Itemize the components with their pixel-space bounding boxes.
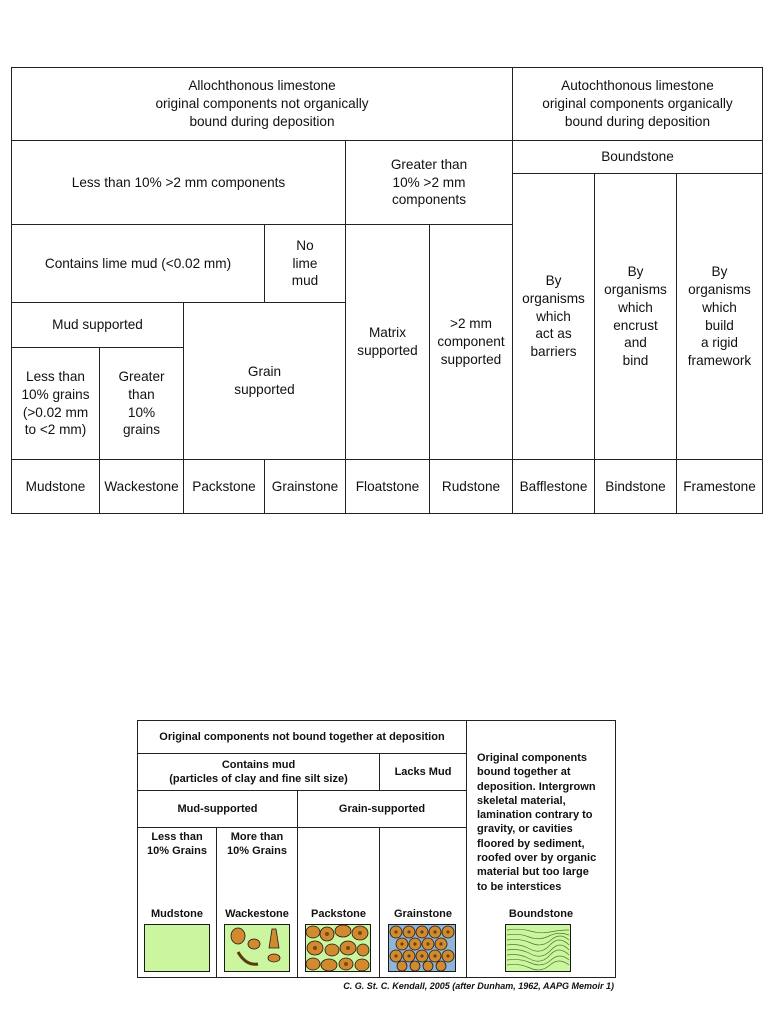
boundstone-header: Boundstone	[512, 140, 763, 174]
bound-description: Original components bound together at deposition. Intergrown skeletal material, lamination contrary to gravity, or cavities floored by sediment, roofed over by organic material but too large to be interstices	[477, 752, 597, 893]
contains-lime-mud: Contains lime mud (<0.02 mm)	[11, 224, 265, 303]
packstone-sample	[305, 924, 371, 972]
rock-name-bafflestone: Bafflestone	[512, 459, 595, 514]
organisms-act-as-barriers: By organisms which act as barriers	[512, 173, 595, 460]
rock-name-grainstone: Grainstone	[264, 459, 346, 514]
mudstone-sample	[144, 924, 210, 972]
mudstone-mud	[145, 925, 210, 972]
component-supported: >2 mm component supported	[429, 224, 513, 460]
allochthonous-header: Allochthonous limestone original components not organically bound during deposition	[11, 67, 513, 141]
rock-name-framestone: Framestone	[676, 459, 763, 514]
greater-than-10-percent-components: Greater than 10% >2 mm components	[345, 140, 513, 225]
organisms-encrust-and-bind: By organisms which encrust and bind	[594, 173, 677, 460]
rock-name-floatstone: Floatstone	[345, 459, 430, 514]
contains-mud: Contains mud (particles of clay and fine silt size)	[137, 753, 380, 791]
lacks-mud: Lacks Mud	[379, 753, 467, 791]
grain-supported: Grain-supported	[297, 790, 467, 828]
rock-name-wackestone: Wackestone	[99, 459, 184, 514]
more-than-10-percent-grains: More than 10% Grains	[227, 831, 287, 858]
rock-name-mudstone: Mudstone	[151, 907, 203, 920]
rock-name-grainstone: Grainstone	[393, 907, 453, 920]
grain-supported: Grain supported	[183, 302, 346, 460]
rock-name-boundstone: Boundstone	[508, 907, 574, 920]
wackestone-sample	[224, 924, 290, 972]
organisms-build-rigid-framework: By organisms which build a rigid framework	[676, 173, 763, 460]
autochthonous-header: Autochthonous limestone original components organically bound during deposition	[512, 67, 763, 141]
less-than-10-percent-grains: Less than 10% grains (>0.02 mm to <2 mm)	[11, 347, 100, 460]
rock-name-packstone: Packstone	[183, 459, 265, 514]
rock-name-mudstone: Mudstone	[11, 459, 100, 514]
not-bound-header: Original components not bound together at deposition	[137, 720, 467, 754]
rock-name-rudstone: Rudstone	[429, 459, 513, 514]
rock-name-packstone: Packstone	[310, 907, 367, 920]
less-than-10-percent-components: Less than 10% >2 mm components	[11, 140, 346, 225]
rock-name-wackestone: Wackestone	[225, 907, 289, 920]
less-than-10-percent-grains: Less than 10% Grains	[147, 831, 207, 858]
grainstone-sample	[388, 924, 456, 972]
matrix-supported: Matrix supported	[345, 224, 430, 460]
greater-than-10-percent-grains: Greater than 10% grains	[99, 347, 184, 460]
source-credit: C. G. St. C. Kendall, 2005 (after Dunham, 1962, AAPG Memoir 1)	[343, 981, 614, 991]
no-lime-mud: No lime mud	[264, 224, 346, 303]
mud-supported: Mud supported	[11, 302, 184, 348]
rock-name-bindstone: Bindstone	[594, 459, 677, 514]
mud-supported: Mud-supported	[137, 790, 298, 828]
boundstone-sample	[505, 924, 571, 972]
